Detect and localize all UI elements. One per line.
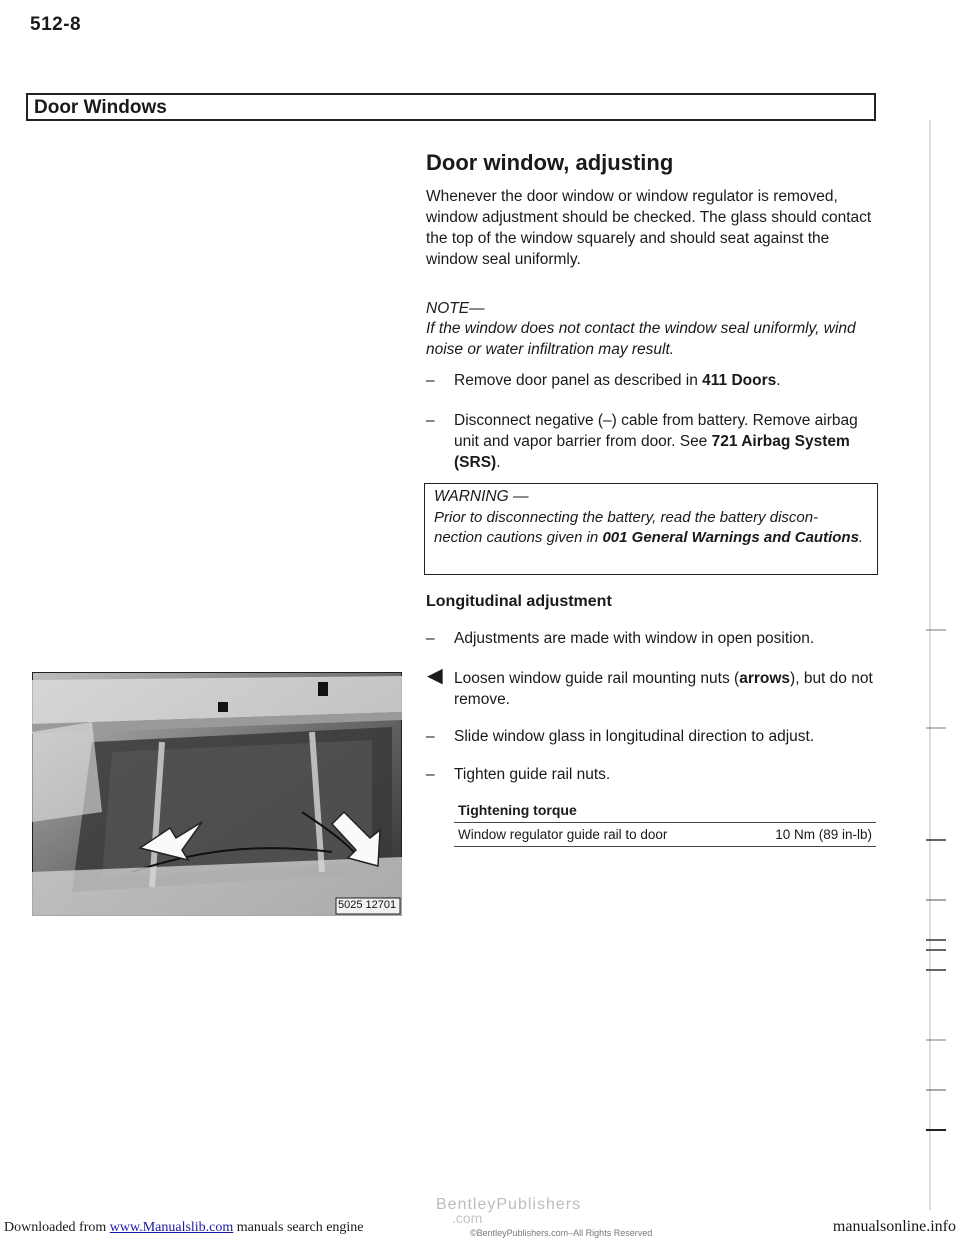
torque-table (454, 822, 876, 847)
copyright-text: ©BentleyPublishers.com–All Rights Reserved (470, 1228, 653, 1238)
step-dash: – (426, 630, 435, 647)
note-label: NOTE— (426, 300, 485, 317)
manualsonline-credit: manualsonline.info (832, 1218, 956, 1235)
download-prefix: Downloaded from (4, 1220, 110, 1235)
note-text: If the window does not contact the window seal uniformly, wind noise or water infiltration may result. (426, 320, 856, 358)
step-punct: . (496, 454, 501, 471)
cross-reference-link[interactable]: 411 Doors (702, 372, 777, 389)
table-row (454, 823, 876, 846)
step-punct: . (776, 372, 781, 389)
step-text: Remove door panel as described in (454, 372, 703, 389)
door-interior-photo (32, 672, 402, 916)
cross-reference-link[interactable]: 001 General Warnings and Cautions (602, 529, 859, 546)
step-text: Disconnect negative (–) cable from battery. Remove airbag unit and vapor barrier from door. See (454, 412, 858, 450)
step-dash: – (426, 728, 435, 745)
main-heading: Door window, adjusting (426, 150, 674, 175)
torque-table-title: Tightening torque (458, 802, 577, 818)
manualslib-link[interactable]: www.Manualslib.com (109, 1220, 234, 1235)
warning-body: Prior to disconnecting the battery, read the battery discon-nection cautions given in (434, 509, 819, 546)
torque-item: Window regulator guide rail to door (458, 827, 668, 842)
step-dash: – (426, 372, 435, 389)
torque-value: 10 Nm (89 in-lb) (775, 827, 872, 842)
step-dash: – (426, 766, 435, 783)
subheading-longitudinal: Longitudinal adjustment (426, 593, 612, 610)
download-suffix: manuals search engine (233, 1220, 364, 1235)
publisher-watermark-domain: .com (452, 1210, 483, 1226)
section-title: Door Windows (34, 97, 167, 118)
page-number: 512-8 (30, 14, 82, 35)
step-text: Tighten guide rail nuts. (454, 766, 611, 783)
warning-punct: . (858, 529, 864, 546)
margin-marks-decoration (918, 120, 948, 1210)
cross-reference-link[interactable]: 721 Airbag System (SRS) (454, 433, 850, 471)
step-text-end: ), but do not remove. (454, 670, 873, 708)
photo-code: 5025 12701 (338, 899, 397, 911)
figure-pointer-icon: ◄ (422, 660, 448, 690)
step-text: Loosen window guide rail mounting nuts ( (454, 670, 740, 687)
download-credit (4, 1220, 364, 1236)
step-dash: – (426, 412, 435, 429)
arrows-emphasis: arrows (739, 670, 791, 687)
warning-text (434, 508, 866, 548)
step-text: Adjustments are made with window in open position. (454, 630, 815, 647)
step-text: Slide window glass in longitudinal direction to adjust. (454, 728, 815, 745)
warning-label: WARNING — (434, 488, 529, 505)
intro-paragraph: Whenever the door window or window regulator is removed, window adjustment should be checked. The glass should contact the top of the window squarely and should seat against the window seal uniformly. (426, 188, 872, 268)
publisher-watermark: BentleyPublishers (436, 1196, 582, 1213)
